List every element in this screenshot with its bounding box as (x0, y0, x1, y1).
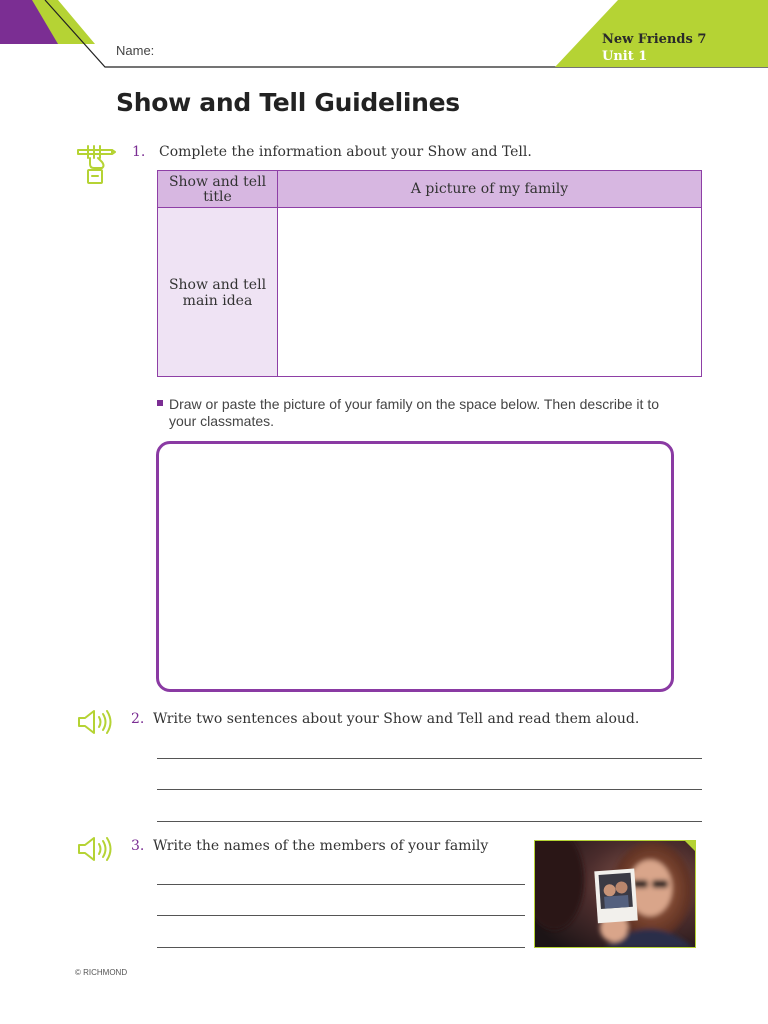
book-title: New Friends 7 (602, 32, 707, 47)
family-photo-image (534, 840, 696, 948)
answer-line[interactable] (157, 821, 702, 822)
main-idea-label-cell (158, 208, 278, 376)
question-2-text: Write two sentences about your Show and Tell and read them aloud. (153, 711, 640, 727)
instruction-text (169, 396, 709, 430)
main-idea-label-line2: main idea (182, 293, 253, 309)
table-header-label-cell (158, 171, 278, 208)
question-2-number: 2. (131, 711, 145, 727)
question-3-text: Write the names of the members of your family (153, 838, 489, 854)
main-idea-value-cell[interactable] (278, 208, 701, 376)
show-and-tell-table (157, 170, 702, 377)
speaker-icon (76, 835, 114, 863)
answer-line[interactable] (157, 884, 525, 885)
instruction-line-2: your classmates. (169, 413, 275, 429)
answer-line[interactable] (157, 758, 702, 759)
page-title: Show and Tell Guidelines (116, 88, 460, 117)
title-label-line1: Show and tell (168, 174, 267, 190)
answer-line[interactable] (157, 789, 702, 790)
bullet-square (157, 400, 163, 406)
question-3-number: 3. (131, 838, 145, 854)
title-value-cell[interactable] (278, 171, 701, 208)
main-idea-label-line1: Show and tell (168, 277, 267, 293)
question-1-text: Complete the information about your Show and Tell. (159, 144, 532, 160)
unit-label: Unit 1 (602, 49, 648, 64)
name-label: Name: (116, 43, 155, 58)
speaker-icon (76, 708, 114, 736)
title-value: A picture of my family (410, 181, 569, 197)
question-1-number: 1. (132, 144, 146, 160)
pencil-hand-icon (76, 142, 116, 186)
answer-line[interactable] (157, 915, 525, 916)
instruction-line-1: Draw or paste the picture of your family on the space below. Then describe it to (169, 396, 659, 412)
answer-line[interactable] (157, 947, 525, 948)
title-label-line2: title (203, 189, 232, 205)
copyright: © RICHMOND (75, 968, 128, 977)
drawing-area[interactable] (156, 441, 674, 692)
